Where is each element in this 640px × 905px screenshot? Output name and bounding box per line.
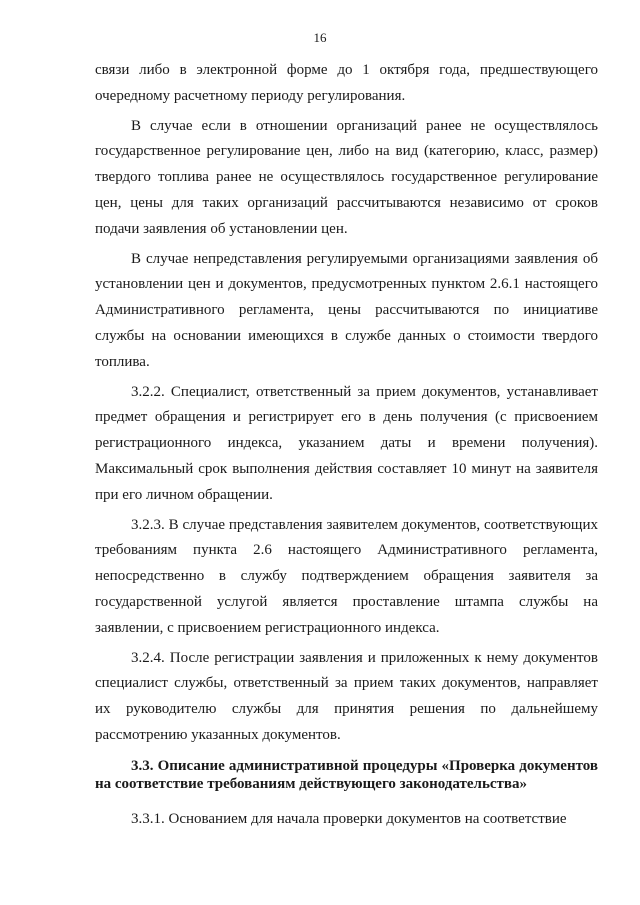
paragraph: В случае непредставления регулируемыми организациями заявления об установлении цен и документов, предусмотренных пунктом 2.6.1 настоящего Административного регламента, цены рассчитываются по инициативе службы на основании имеющихся в службе данных о стоимости твердого топлива. [95,250,598,370]
paragraph: В случае если в отношении организаций ранее не осуществлялось государственное регулирование цен, либо на вид (категорию, класс, размер) твердого топлива ранее не осуществлялось государственное регулирование цен, цены для таких организаций рассчитываются независимо от сроков подачи заявления об установлении цен. [95,117,598,237]
paragraph-3-2-4: 3.2.4. После регистрации заявления и приложенных к нему документов специалист службы, ответственный за прием таких документов, направляет их руководителю службы для принятия решения по дальнейшему рассмотрению указанных документов. [95,649,598,743]
page-number: 16 [313,30,327,45]
paragraph-3-2-3: 3.2.3. В случае представления заявителем документов, соответствующих требованиям пункта 2.6 настоящего Административного регламента, непосредственно в службу подтверждением обращения заявителя за государственной услугой является проставление штампа службы на заявлении, с присвоением регистрационного индекса. [95,516,598,636]
paragraph-3-2-2: 3.2.2. Специалист, ответственный за прием документов, устанавливает предмет обращения и регистрирует его в день получения (с присвоением регистрационного индекса, указанием даты и времени получения). Максимальный срок выполнения действия составляет 10 минут на заявителя при его личном обращении. [95,383,598,503]
section-heading-3-3: 3.3. Описание административной процедуры «Проверка документов на соответствие требованиям действующего законодательства» [95,757,598,792]
paragraph-3-3-1: 3.3.1. Основанием для начала проверки документов на соответствие [131,810,567,827]
document-body [95,58,598,833]
paragraph-continuation: связи либо в электронной форме до 1 октября года, предшествующего очередному расчетному периоду регулирования. [95,62,598,104]
